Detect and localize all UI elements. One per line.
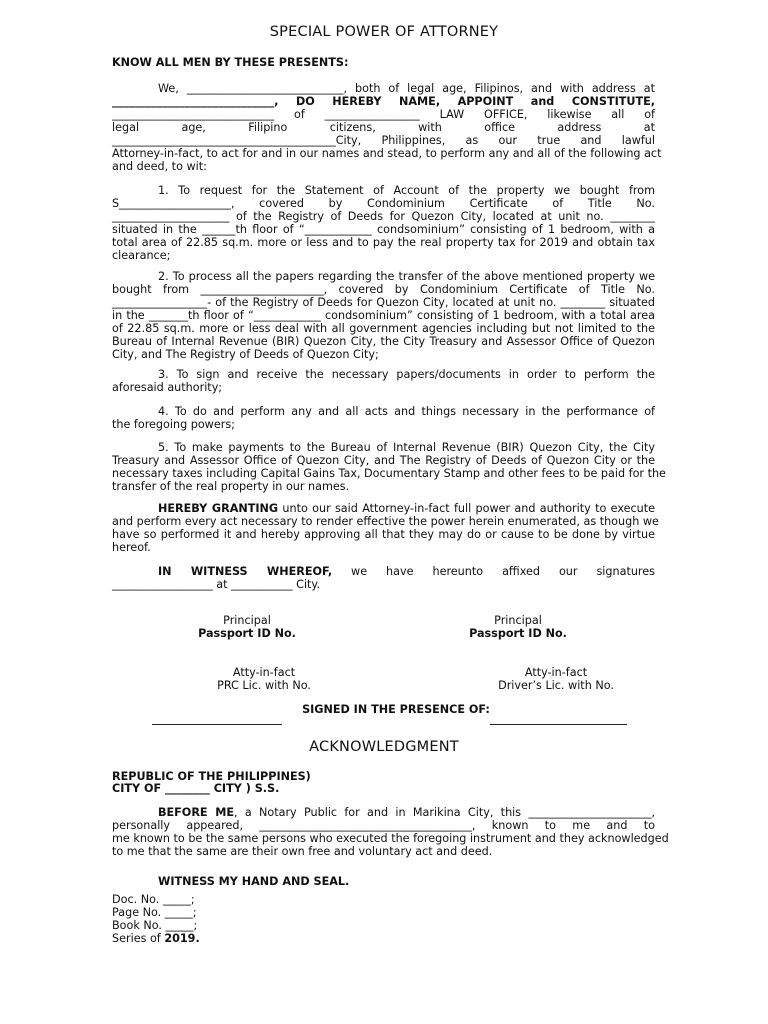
granting-line: hereof. <box>112 541 151 554</box>
principal-right <box>418 614 618 641</box>
granting-rest: unto our said Attorney-in-fact full power and authority to execute <box>278 502 655 515</box>
item1-line: _____________________ of the Registry of Deeds for Quezon City, located at unit no. ________ <box>112 210 655 223</box>
passport-label: Passport ID No. <box>469 627 567 641</box>
venue-line: CITY OF ________ CITY ) S.S. <box>112 782 280 795</box>
intro-line: We, ____________________________, both of legal age, Filipinos, and with address at <box>158 82 655 95</box>
notary-series <box>112 933 200 946</box>
notary-doc: Doc. No. _____; <box>112 893 195 906</box>
intro-line: legal age, Filipino citizens, with office address at <box>112 121 655 134</box>
item1-line: total area of 22.85 sq.m. more or less and to pay the real property tax for 2019 and obtain tax <box>112 236 655 249</box>
item2-line: Bureau of Internal Revenue (BIR) Quezon City, the City Treasury and Assessor Office of Quezon <box>112 335 655 348</box>
drivers-label: Driver’s Lic. with No. <box>498 679 614 693</box>
before-me-line: me known to be the same persons who executed the foregoing instrument and they acknowledged <box>112 832 669 845</box>
item2-line: City, and The Registry of Deeds of Quezon City; <box>112 348 379 361</box>
intro-line: _____________________________ of _________________ LAW OFFICE, likewise all of <box>112 108 655 121</box>
before-me-line: personally appeared, ______________________________________, known to me and to <box>112 819 655 832</box>
intro-line: and deed, to wit: <box>112 160 207 173</box>
know-all-heading: KNOW ALL MEN BY THESE PRESENTS: <box>112 56 349 69</box>
notary-page: Page No. _____; <box>112 906 197 919</box>
item2-line: _________________- of the Registry of Deeds for Quezon City, located at unit no. ________ situated <box>112 296 655 309</box>
witness-line: __________________ at ___________ City. <box>112 578 321 591</box>
series-label: Series of <box>112 932 165 945</box>
before-me-lead: BEFORE ME <box>158 806 234 819</box>
witness-lead: IN WITNESS WHEREOF, <box>158 565 333 578</box>
granting-line <box>112 502 655 515</box>
before-me-rest: , a Notary Public for and in Marikina City, this ______________________, <box>234 806 656 819</box>
item5-line: 5. To make payments to the Bureau of Internal Revenue (BIR) Quezon City, the City <box>158 441 655 454</box>
principal-label: Principal <box>494 614 542 627</box>
passport-label: Passport ID No. <box>198 627 296 641</box>
notary-book: Book No. _____; <box>112 919 198 932</box>
item3-line: aforesaid authority; <box>112 381 223 394</box>
document-title: SPECIAL POWER OF ATTORNEY <box>269 24 499 40</box>
item1-line: clearance; <box>112 249 171 262</box>
item2-line: bought from ______________________, covered by Condominium Certificate of Title No. <box>112 283 655 296</box>
witness-line <box>112 565 655 578</box>
item1-line: S____________________, covered by Condominium Certificate of Title No. <box>112 197 655 210</box>
hand-seal-line: WITNESS MY HAND AND SEAL. <box>158 875 350 888</box>
item2-line: in the _______th floor of “____________ condsominium” consisting of 1 bedroom, with a total area <box>112 309 655 322</box>
item5-line: necessary taxes including Capital Gains Tax, Documentary Stamp and other fees to be paid for the <box>112 467 666 480</box>
intro-line: ________________________________________City, Philippines, as our true and lawful <box>112 134 655 147</box>
signed-presence-heading: SIGNED IN THE PRESENCE OF: <box>302 703 490 716</box>
before-me-line <box>112 806 655 819</box>
item4-line: 4. To do and perform any and all acts and things necessary in the performance of <box>158 405 655 418</box>
granting-line: have so performed it and hereby approving all that they may do or cause to be done by virtue <box>112 528 655 541</box>
atty-right <box>456 666 656 693</box>
principal-left <box>147 614 347 641</box>
granting-lead: HEREBY GRANTING <box>158 502 279 515</box>
item3-line: 3. To sign and receive the necessary papers/documents in order to perform the <box>158 368 655 381</box>
item2-line: 2. To process all the papers regarding the transfer of the above mentioned property we <box>158 270 655 283</box>
witness-rest: we have hereunto affixed our signatures <box>332 565 655 578</box>
series-year: 2019. <box>164 932 200 945</box>
witness-signature-line <box>490 724 627 725</box>
prc-label: PRC Lic. with No. <box>217 679 311 693</box>
venue-line: REPUBLIC OF THE PHILIPPINES) <box>112 770 311 783</box>
item1-line: situated in the ______th floor of “____________ condsominium” consisting of 1 bedroom, with a <box>112 223 655 236</box>
atty-left <box>164 666 364 693</box>
witness-signature-line <box>152 724 282 725</box>
item1-line: 1. To request for the Statement of Account of the property we bought from <box>158 184 655 197</box>
before-me-line: to me that the same are their own free and voluntary act and deed. <box>112 845 493 858</box>
item5-line: transfer of the real property in our names. <box>112 480 350 493</box>
atty-label: Atty-in-fact <box>524 666 588 679</box>
intro-line: _____________________________, DO HEREBY NAME, APPOINT and CONSTITUTE, <box>112 95 655 108</box>
intro-line: Attorney-in-fact, to act for and in our names and stead, to perform any and all of the following act <box>112 147 662 160</box>
acknowledgment-title: ACKNOWLEDGMENT <box>309 739 459 755</box>
item5-line: Treasury and Assessor Office of Quezon City, and The Registry of Deeds of Quezon City or the <box>112 454 655 467</box>
principal-label: Principal <box>223 614 271 627</box>
item2-line: of 22.85 sq.m. more or less deal with all government agencies including but not limited to the <box>112 322 655 335</box>
atty-label: Atty-in-fact <box>232 666 296 679</box>
item4-line: the foregoing powers; <box>112 418 235 431</box>
granting-line: and perform every act necessary to render effective the power herein enumerated, as though we <box>112 515 659 528</box>
